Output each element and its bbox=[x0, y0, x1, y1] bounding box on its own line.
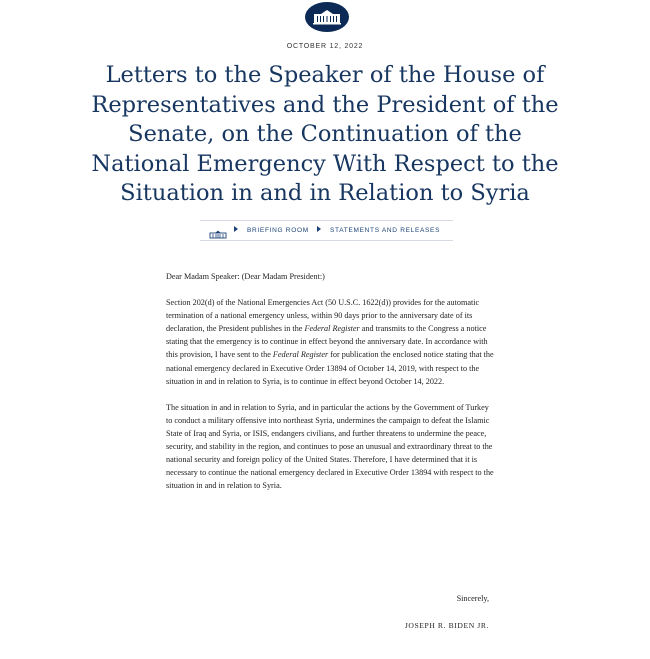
closing: Sincerely, bbox=[456, 594, 489, 603]
paragraph-1-text-b: and transmits to the Congress a notice stating that the emergency is to continue in effect beyond the anniversary date. In accordance with this provision, I have sent to the bbox=[166, 324, 488, 360]
white-house-icon[interactable] bbox=[209, 226, 227, 244]
federal-register-ref: Federal Register bbox=[304, 324, 360, 334]
federal-register-ref: Federal Register bbox=[272, 350, 329, 360]
signature-name: JOSEPH R. BIDEN JR. bbox=[404, 621, 489, 630]
paragraph-2: The situation in and in relation to Syria, and in particular the actions by the Government of Turkey to conduct a military offensive into northeast Syria, undermines the campaign to defeat the Islamic State of Iraq and Syria, or ISIS, endangers civilians, and further threatens to undermine the peace, security, and stability in the region, and continues to pose an unusual and extraordinary threat to the national security and foreign policy of the United States. Therefore, I have determined that it is necessary to continue the national emergency declared in Executive Order 13894 with respect to the situation in and in relation to Syria. bbox=[166, 402, 494, 491]
breadcrumb bbox=[200, 220, 453, 241]
breadcrumb-item-briefing-room[interactable]: BRIEFING ROOM bbox=[247, 227, 309, 234]
chevron-right-icon bbox=[234, 226, 238, 232]
paragraph-1-text-c: for publication the enclosed notice stating that the national emergency declared in Executive Order 13894 of October 14, 2019, with respect to the situation in and in relation to Syria, is to continue in effect beyond October 14, 2022. bbox=[166, 350, 494, 386]
paragraph-1-text-a: Section 202(d) of the National Emergencies Act (50 U.S.C. 1622(d)) provides for the automatic termination of a national emergency unless, within 90 days prior to the anniversary date of its declaration, the President publishes in the bbox=[166, 298, 480, 334]
white-house-seal-icon[interactable] bbox=[305, 2, 349, 32]
letter-body bbox=[166, 270, 496, 492]
salutation: Dear Madam Speaker: (Dear Madam President:) bbox=[166, 272, 325, 281]
chevron-right-icon bbox=[317, 226, 321, 232]
publish-date: OCTOBER 12, 2022 bbox=[286, 43, 364, 50]
page-title: Letters to the Speaker of the House of Representatives and the President of the Senate, on the Continuation of the National Emergency With Respect to the Situation in and in Relation to Syria bbox=[91, 62, 559, 206]
breadcrumb-item-statements-and-releases[interactable]: STATEMENTS AND RELEASES bbox=[330, 227, 441, 234]
paragraph-1 bbox=[166, 296, 496, 388]
